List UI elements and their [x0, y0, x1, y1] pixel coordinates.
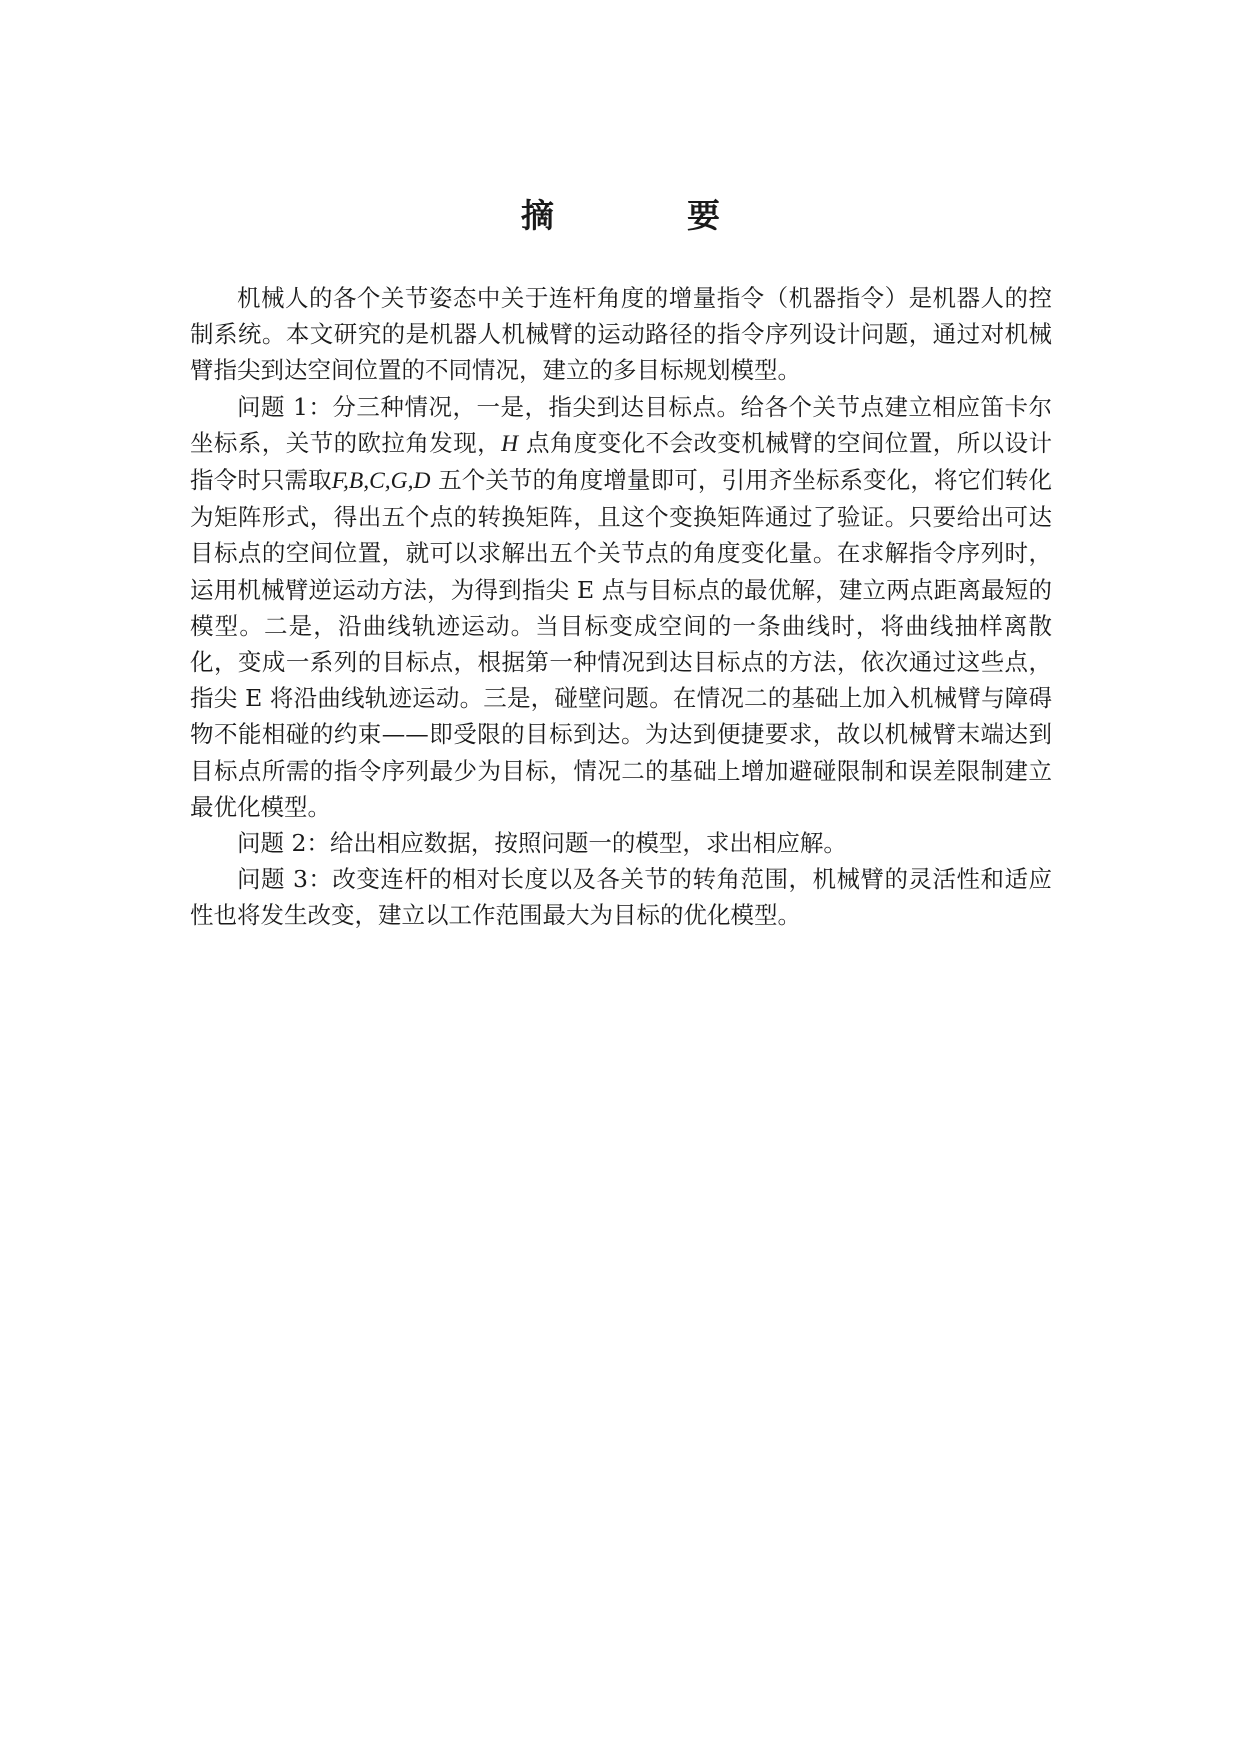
math-joint-list: F,B,C,G,D — [331, 468, 431, 495]
abstract-body — [190, 280, 1052, 934]
abstract-paragraph-2 — [190, 389, 1052, 825]
paragraph-2-text-c: 五个关节的角度增量即可，引用齐坐标系变化，将它们转化为矩阵形式，得出五个点的转换矩阵，且这个变换矩阵通过了验证。只要给出可达目标点的空间位置，就可以求解出五个关节点的角度变化量。在求解指令序列时，运用机械臂逆运动方法，为得到指尖 E 点与目标点的最优解，建立两点距离最短的模型。二是，沿曲线轨迹运动。当目标变成空间的一条曲线时，将曲线抽样离散化，变成一系列的目标点，根据第一种情况到达目标点的方法，依次通过这些点，指尖 E 将沿曲线轨迹运动。三是，碰壁问题。在情况二的基础上加入机械臂与障碍物不能相碰的约束——即受限的目标到达。为达到便捷要求，故以机械臂末端达到目标点所需的指令序列最少为目标，情况二的基础上增加避碰限制和误差限制建立最优化模型。 — [190, 466, 1052, 821]
paragraph-2-text-a: 问题 1：分三种情况，一是，指尖到达目标点。给各个关节点建立相应笛卡尔坐标系，关节的欧拉角发现， — [190, 392, 1052, 457]
paragraph-2-text-b: 点角度变化不会改变机械臂的空间位置，所以设计指令时只需取 — [190, 428, 1052, 495]
abstract-paragraph-4: 问题 3：改变连杆的相对长度以及各关节的转角范围，机械臂的灵活性和适应性也将发生改变，建立以工作范围最大为目标的优化模型。 — [190, 865, 1052, 930]
abstract-paragraph-3: 问题 2：给出相应数据，按照问题一的模型，求出相应解。 — [237, 829, 847, 858]
math-variable-h: H — [501, 430, 519, 457]
abstract-title: 摘 要 — [521, 196, 770, 235]
abstract-paragraph-1: 机械人的各个关节姿态中关于连杆角度的增量指令（机器指令）是机器人的控制系统。本文研究的是机器人机械臂的运动路径的指令序列设计问题，通过对机械臂指尖到达空间位置的不同情况，建立的多目标规划模型。 — [190, 284, 1052, 385]
